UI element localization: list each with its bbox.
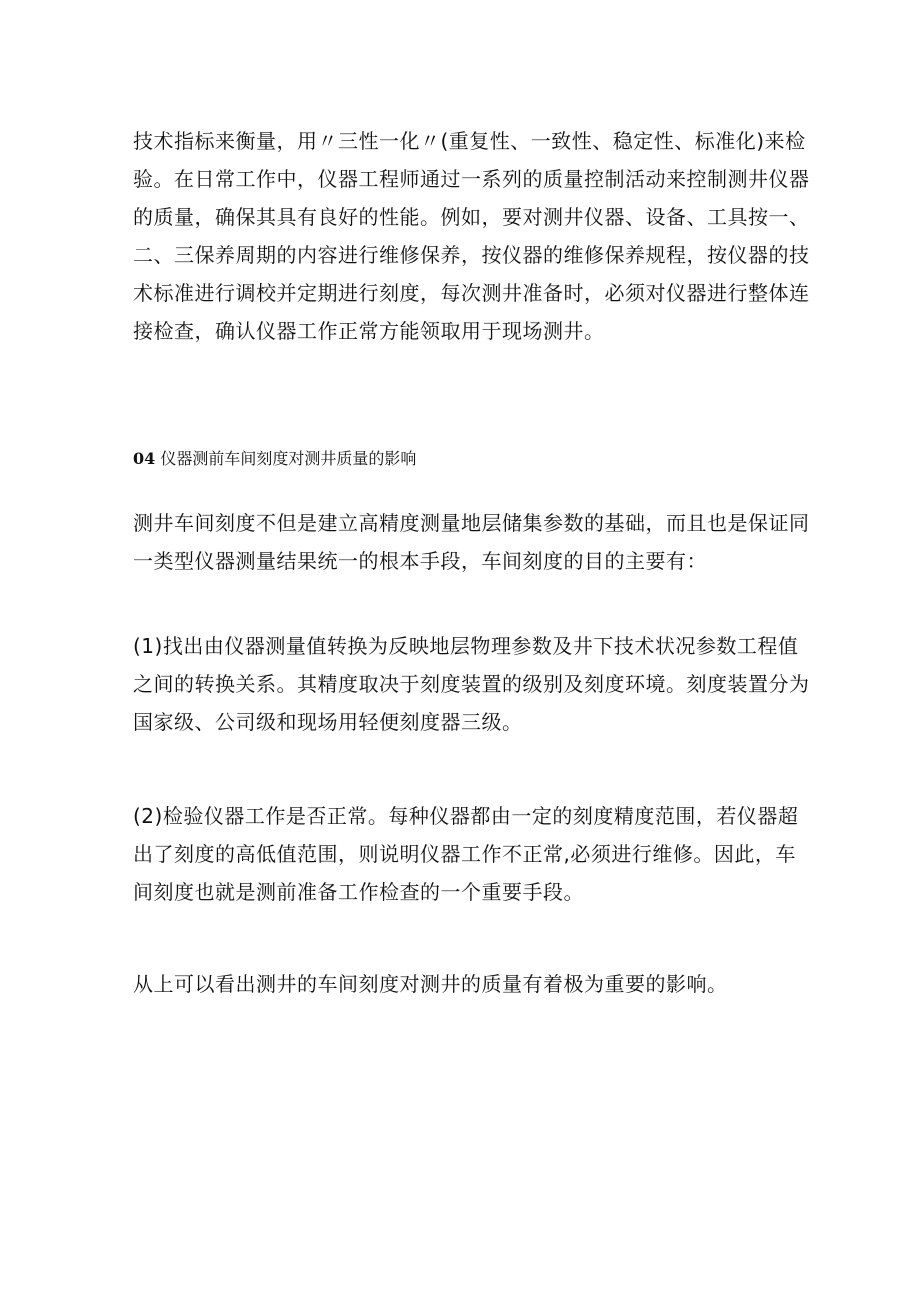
paragraph-conclusion [133, 965, 803, 1003]
paragraph-purpose-2 [133, 797, 803, 911]
paragraph-quality-control [133, 122, 810, 350]
text-line: (1)找出由仪器测量值转换为反映地层物理参数及井下技术状况参数工程值 [133, 634, 799, 658]
section-heading [133, 445, 416, 473]
text-line: 一类型仪器测量结果统一的根本手段，车间刻度的目的主要有： [133, 549, 707, 573]
text-line: 出了刻度的高低值范围，则说明仪器工作不正常,必须进行维修。因此，车 [133, 842, 796, 866]
text-line: 从上可以看出测井的车间刻度对测井的质量有着极为重要的影响。 [133, 972, 728, 996]
paragraph-calibration-intro [133, 504, 810, 580]
text-line: 接检查，确认仪器工作正常方能领取用于现场测井。 [133, 319, 605, 343]
text-line: 技术指标来衡量，用〃三性一化〃(重复性、一致性、稳定性、标准化)来检 [133, 129, 806, 153]
text-line: 的质量，确保其具有良好的性能。例如，要对测井仪器、设备、工具按一、 [133, 205, 810, 229]
paragraph-purpose-1 [133, 627, 810, 741]
text-line: 之间的转换关系。其精度取决于刻度装置的级别及刻度环境。刻度装置分为 [133, 672, 810, 696]
section-title: 仪器测前车间刻度对测井质量的影响 [160, 449, 417, 468]
text-line: 国家级、公司级和现场用轻便刻度器三级。 [133, 710, 523, 734]
text-line: (2)检验仪器工作是否正常。每种仪器都由一定的刻度精度范围，若仪器超 [133, 804, 799, 828]
section-number: 04 [133, 449, 156, 468]
text-line: 间刻度也就是测前准备工作检查的一个重要手段。 [133, 880, 584, 904]
text-line: 验。在日常工作中，仪器工程师通过一系列的质量控制活动来控制测井仪器 [133, 167, 810, 191]
text-line: 测井车间刻度不但是建立高精度测量地层储集参数的基础，而且也是保证同 [133, 511, 810, 535]
text-line: 二、三保养周期的内容进行维修保养，按仪器的维修保养规程，按仪器的技 [133, 243, 810, 267]
text-line: 术标准进行调校并定期进行刻度，每次测井准备时，必须对仪器进行整体连 [133, 281, 810, 305]
